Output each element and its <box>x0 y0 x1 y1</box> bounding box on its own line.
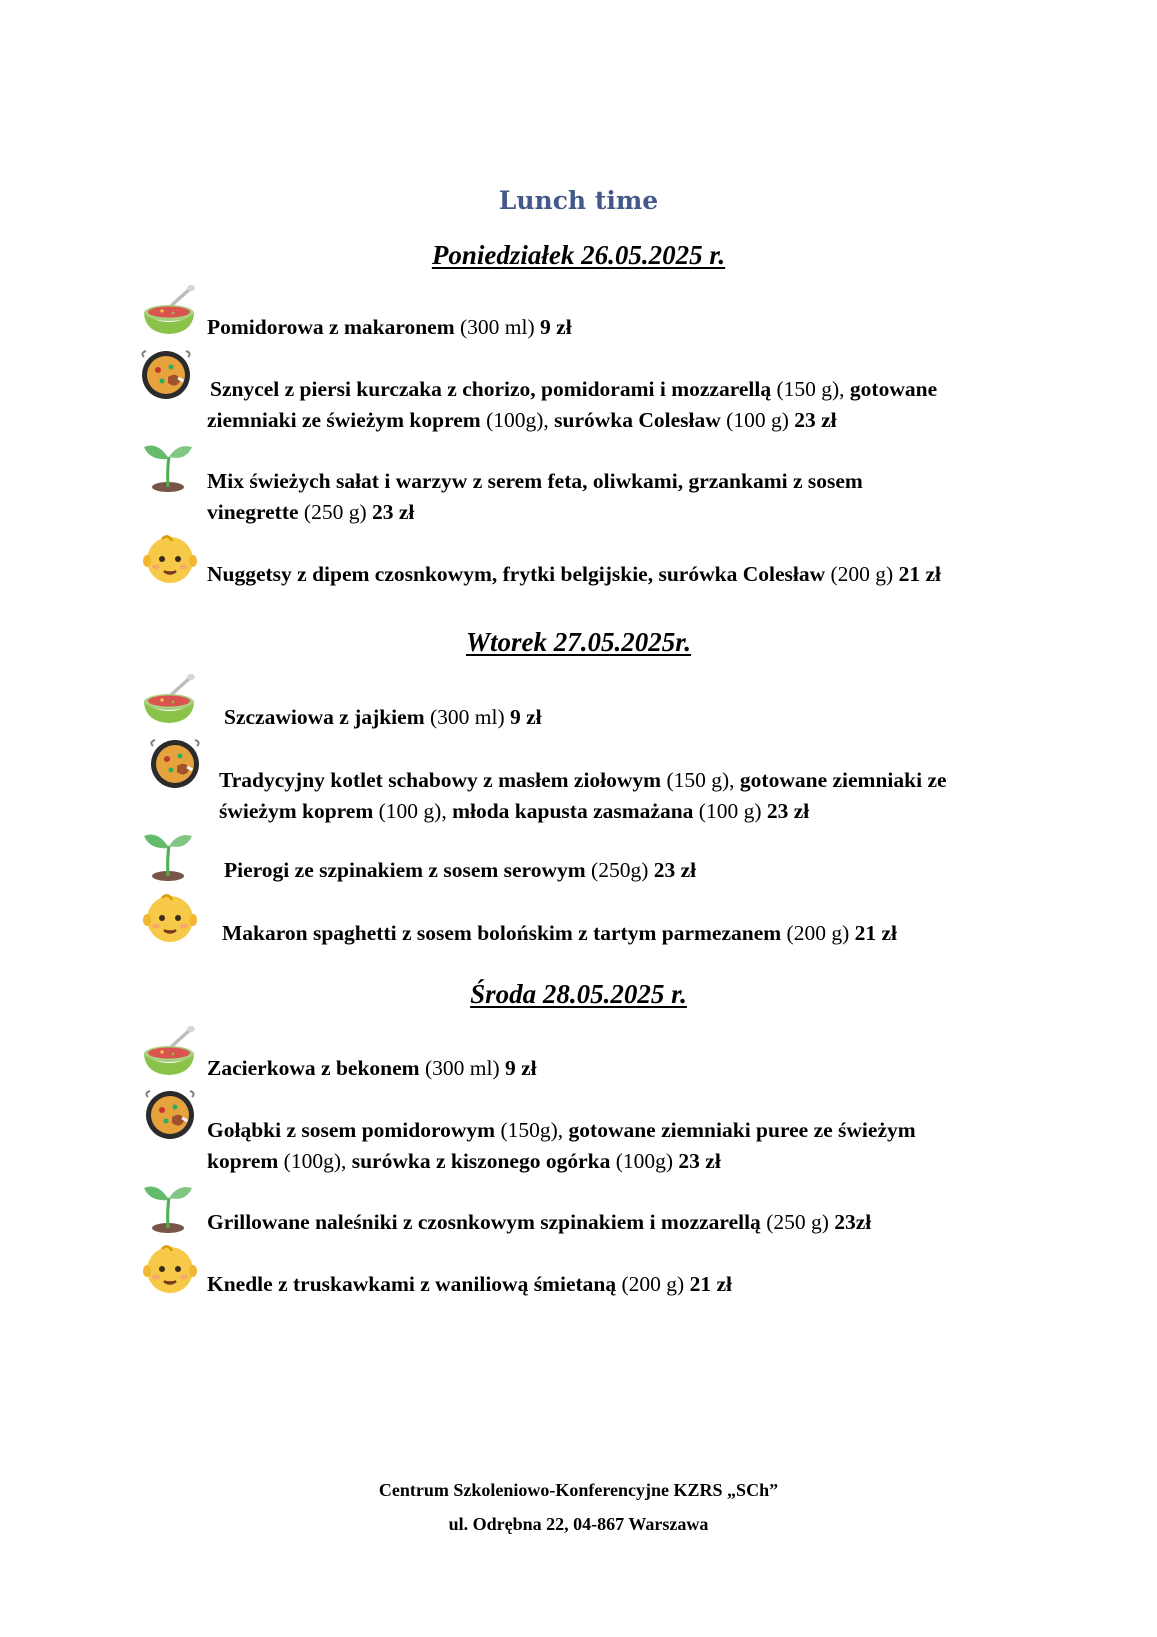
soup-bowl-icon <box>142 1024 198 1080</box>
dish-name: vinegrette <box>207 500 299 524</box>
menu-item <box>0 1178 1157 1238</box>
dish-name: Sznycel z piersi kurczaka z chorizo, pomidorami i mozzarellą <box>210 377 772 401</box>
dish-portion: (150 g), <box>776 377 845 401</box>
dish-name: koprem <box>207 1149 279 1173</box>
menu-item <box>0 1085 1157 1175</box>
dish-description <box>207 559 941 590</box>
dish-portion: (250g) <box>591 858 649 882</box>
dish-price: 23 zł <box>766 799 810 823</box>
dish-description <box>207 1269 732 1300</box>
dish-portion: (100 g), <box>378 799 447 823</box>
dish-portion: (200 g) <box>786 921 850 945</box>
baby-face-icon <box>142 530 198 586</box>
dish-name: gotowane <box>849 377 938 401</box>
dish-description <box>207 1146 721 1177</box>
dish-name: młoda kapusta zasmażana <box>452 799 694 823</box>
dish-price: 21 zł <box>689 1272 732 1296</box>
footer-address: ul. Odrębna 22, 04-867 Warszawa <box>448 1514 709 1534</box>
dish-portion: (300 ml) <box>424 1056 500 1080</box>
dish-description <box>207 466 863 497</box>
menu-item <box>0 1024 1157 1084</box>
dish-portion: (100g), <box>283 1149 347 1173</box>
dish-description <box>207 1115 916 1146</box>
menu-item <box>0 826 1157 886</box>
dish-price: 23 zł <box>794 408 837 432</box>
dish-name: Pierogi ze szpinakiem z sosem serowym <box>224 858 586 882</box>
dish-price: 9 zł <box>505 1056 537 1080</box>
day-heading-monday: Poniedziałek 26.05.2025 r. <box>431 240 726 270</box>
dish-portion: (150g), <box>500 1118 564 1142</box>
page-title: Lunch time <box>498 186 659 215</box>
menu-item <box>0 530 1157 590</box>
dish-name: gotowane ziemniaki puree ze świeżym <box>568 1118 916 1142</box>
dish-portion: (150 g), <box>666 768 735 792</box>
dish-portion: (200 g) <box>621 1272 685 1296</box>
dish-description <box>219 796 809 827</box>
day-heading-tuesday: Wtorek 27.05.2025r. <box>465 627 692 657</box>
dish-portion: (300 ml) <box>429 705 505 729</box>
dish-portion: (200 g) <box>830 562 894 586</box>
dish-name: Szczawiowa z jajkiem <box>224 705 425 729</box>
dish-price: 23 zł <box>372 500 415 524</box>
dish-description <box>224 855 696 886</box>
dish-price: 23zł <box>834 1210 872 1234</box>
dish-name: ziemniaki ze świeżym koprem <box>207 408 481 432</box>
paella-pan-icon <box>138 345 194 401</box>
dish-name: surówka z kiszonego ogórka <box>351 1149 611 1173</box>
dish-portion: (100g) <box>615 1149 674 1173</box>
dish-name: Makaron spaghetti z sosem bolońskim z tartym parmezanem <box>222 921 782 945</box>
dish-description <box>207 312 572 343</box>
menu-item <box>0 672 1157 732</box>
dish-description <box>224 702 542 733</box>
menu-item <box>0 345 1157 435</box>
dish-description <box>210 374 937 405</box>
paella-pan-icon <box>147 734 203 790</box>
dish-portion: (250 g) <box>303 500 367 524</box>
dish-portion: (100 g) <box>698 799 762 823</box>
soup-bowl-icon <box>142 283 198 339</box>
dish-portion: (100g), <box>486 408 549 432</box>
dish-name: Pomidorowa z makaronem <box>207 315 455 339</box>
dish-name: surówka Colesław <box>554 408 721 432</box>
dish-description <box>207 1207 871 1238</box>
dish-description <box>207 1053 537 1084</box>
dish-name: Grillowane naleśniki z czosnkowym szpinakiem i mozzarellą <box>207 1210 761 1234</box>
dish-description <box>207 405 837 436</box>
day-heading-wednesday: Środa 28.05.2025 r. <box>470 979 687 1009</box>
menu-item <box>0 283 1157 343</box>
dish-name: świeżym koprem <box>219 799 374 823</box>
menu-item <box>0 889 1157 949</box>
dish-name: Knedle z truskawkami z waniliową śmietaną <box>207 1272 617 1296</box>
seedling-icon <box>140 826 196 882</box>
menu-item <box>0 734 1157 824</box>
baby-face-icon <box>142 889 198 945</box>
dish-price: 23 zł <box>678 1149 721 1173</box>
dish-description <box>219 765 947 796</box>
dish-portion: (300 ml) <box>460 315 535 339</box>
seedling-icon <box>140 437 196 493</box>
baby-face-icon <box>142 1240 198 1296</box>
dish-price: 23 zł <box>653 858 697 882</box>
dish-description <box>207 497 414 528</box>
menu-item <box>0 1240 1157 1300</box>
dish-price: 9 zł <box>540 315 572 339</box>
dish-name: gotowane ziemniaki ze <box>739 768 947 792</box>
dish-name: Zacierkowa z bekonem <box>207 1056 420 1080</box>
dish-description <box>222 918 897 949</box>
dish-portion: (100 g) <box>726 408 789 432</box>
dish-price: 21 zł <box>898 562 941 586</box>
dish-name: Tradycyjny kotlet schabowy z masłem ziołowym <box>219 768 662 792</box>
seedling-icon <box>140 1178 196 1234</box>
dish-name: Nuggetsy z dipem czosnkowym, frytki belgijskie, surówka Colesław <box>207 562 826 586</box>
footer-venue: Centrum Szkoleniowo-Konferencyjne KZRS „SCh” <box>378 1480 779 1500</box>
dish-name: Gołąbki z sosem pomidorowym <box>207 1118 496 1142</box>
dish-price: 21 zł <box>854 921 898 945</box>
paella-pan-icon <box>142 1085 198 1141</box>
dish-price: 9 zł <box>510 705 542 729</box>
dish-name: Mix świeżych sałat i warzyw z serem feta, oliwkami, grzankami z sosem <box>207 469 863 493</box>
dish-portion: (250 g) <box>766 1210 829 1234</box>
soup-bowl-icon <box>142 672 198 728</box>
menu-item <box>0 437 1157 527</box>
